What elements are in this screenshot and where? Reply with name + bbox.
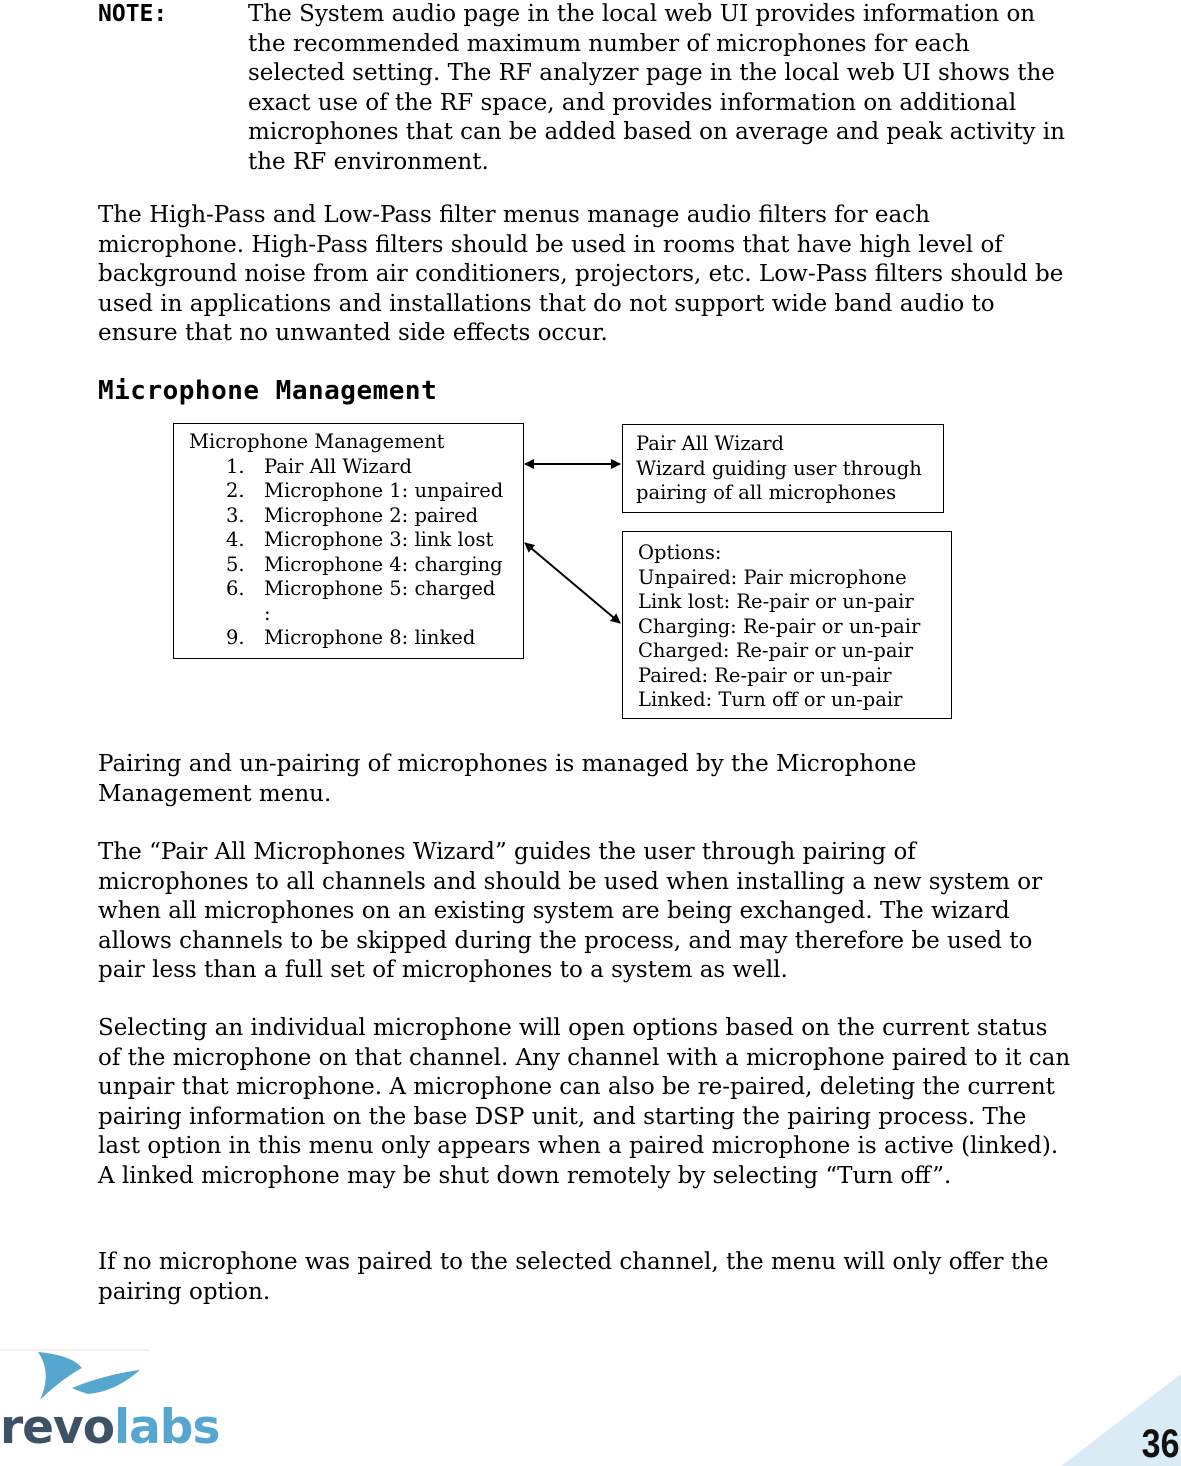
menu-item-number: 6. (226, 577, 245, 600)
options-double-arrow (525, 543, 620, 623)
menu-item-label: Microphone 1: unpaired (264, 479, 504, 502)
section-heading: Microphone Management (98, 376, 438, 406)
logo-wordmark (0, 1398, 219, 1458)
body-paragraph: Pairing and un-pairing of microphones is managed by the Microphone Management menu. (98, 751, 917, 807)
menu-item-label: Pair All Wizard (264, 454, 413, 478)
options-box-line: Unpaired: Pair microphone (638, 565, 907, 589)
logo-text-accent: labs (113, 1400, 220, 1455)
menu-item-number: 1. (226, 454, 245, 478)
body-paragraph: If no microphone was paired to the selected channel, the menu will only offer the pairing option. (98, 1249, 1049, 1305)
menu-item-number: 3. (226, 503, 245, 527)
menu-item-label: Microphone 3: link lost (264, 528, 494, 551)
options-box-line: Charging: Re-pair or un-pair (638, 614, 921, 638)
note-label: NOTE: (98, 1, 168, 27)
options-box-line: Linked: Turn off or un-pair (638, 688, 903, 711)
menu-item-number: 9. (226, 626, 245, 649)
menu-item-label: Microphone 4: charging (264, 552, 503, 576)
body-paragraph: The “Pair All Microphones Wizard” guides the user through pairing of microphones to all channels and should be used when installing a new system or when all microphones on an existing system are being exchanged. The wizard allows channels to be skipped during the process, and may therefore be used to pair less than a full set of microphones to a system as well. (98, 839, 1043, 983)
body-paragraph: Selecting an individual microphone will open options based on the current status of the microphone on that channel. Any channel with a microphone paired to it can unpair that microphone. A microphone can also be re-paired, deleting the current pairing information on the base DSP unit, and starting the pairing process. The last option in this menu only appears when a paired microphone is active (linked). A linked microphone may be shut down remotely by selecting “Turn off”. (98, 1015, 1071, 1189)
note-text: The System audio page in the local web UI provides information on the recommended maximum number of microphones for each selected setting. The RF analyzer page in the local web UI shows the exact use of the RF space, and provides information on additional microphones that can be added based on average and peak activity in the RF environment. (248, 1, 1065, 175)
menu-item-label: : (264, 601, 271, 625)
menu-item-number: 2. (226, 479, 245, 502)
options-box-title: Options: (638, 541, 722, 564)
logo-text-main: revo (0, 1400, 114, 1455)
menu-item-label: Microphone 5: charged (264, 577, 496, 600)
wizard-box-line: pairing of all microphones (636, 481, 897, 504)
menu-item-number: 5. (226, 552, 245, 576)
menu-item-label: Microphone 2: paired (264, 503, 479, 527)
page-number: 36 (1141, 1422, 1179, 1466)
wizard-box-line: Wizard guiding user through (636, 456, 922, 480)
options-box-line: Charged: Re-pair or un-pair (638, 639, 914, 662)
options-box-line: Paired: Re-pair or un-pair (638, 663, 892, 687)
menu-box-title: Microphone Management (189, 430, 445, 453)
menu-item-label: Microphone 8: linked (264, 626, 476, 649)
filters-paragraph: The High-Pass and Low-Pass filter menus manage audio filters for each microphone. High-Pass filters should be used in rooms that have high level of background noise from air conditioners, projectors, etc. Low-Pass filters should be used in applications and installations that do not support wide band audio to ensure that no unwanted side effects occur. (98, 202, 1064, 346)
wizard-box-title: Pair All Wizard (636, 432, 785, 455)
options-box-line: Link lost: Re-pair or un-pair (638, 590, 914, 613)
menu-item-number: 4. (226, 528, 245, 551)
